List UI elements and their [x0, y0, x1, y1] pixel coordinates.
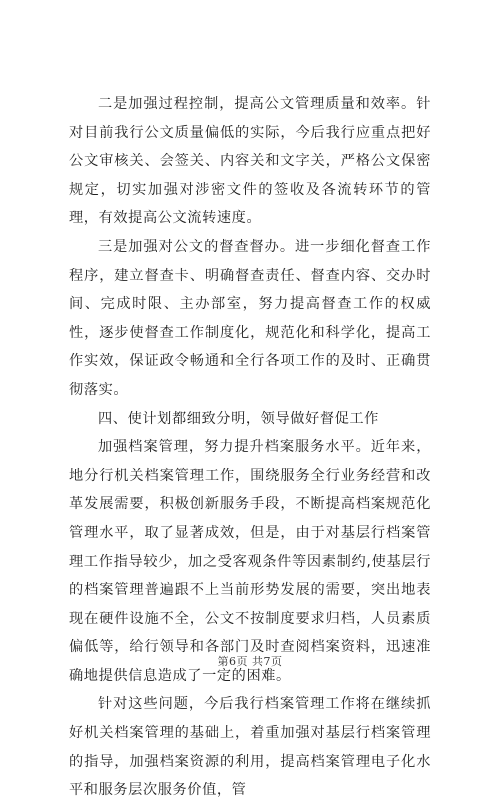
paragraph-process-control: 二是加强过程控制，提高公文管理质量和效率。针对目前我行公文质量偏低的实际，今后我行应重点把好公文审核关、会签关、内容关和文字关，严格公文保密规定，切实加强对涉密文件的签收及各流转环节的管理，有效提高公文流转速度。 [69, 96, 431, 227]
section-heading-four: 四、使计划都细致分明，领导做好督促工作 [98, 410, 379, 427]
document-body [69, 90, 431, 805]
page-number-footer: 第6页 共7页 [217, 655, 283, 668]
paragraph-archive-measures: 针对这些问题，今后我行档案管理工作将在继续抓好机关档案管理的基础上，着重加强对基层行档案管理的指导，加强档案资源的利用，提高档案管理电子化水平和服务层次服务价值，管 [69, 696, 431, 799]
paragraph-supervision: 三是加强对公文的督查督办。进一步细化督查工作程序，建立督查卡、明确督查责任、督查内容、交办时间、完成时限、主办部室，努力提高督查工作的权威性，逐步使督查工作制度化，规范化和科学化，提高工作实效，保证政令畅通和全行各项工作的及时、正确贯彻落实。 [69, 238, 431, 398]
paragraph-archive-management: 加强档案管理，努力提升档案服务水平。近年来，地分行机关档案管理工作，围绕服务全行业务经营和改革发展需要，积极创新服务手段，不断提高档案规范化管理水平，取了显著成效，但是，由于对基层行档案管理工作指导较少，加之受客观条件等因素制约,使基层行的档案管理普遍跟不上当前形势发展的需要，突出地表现在硬件设施不全，公文不按制度要求归档，人员素质偏低等，给行领导和各部门及时查阅档案资料，迅速准确地提供信息造成了一定的困难。 [69, 439, 431, 684]
